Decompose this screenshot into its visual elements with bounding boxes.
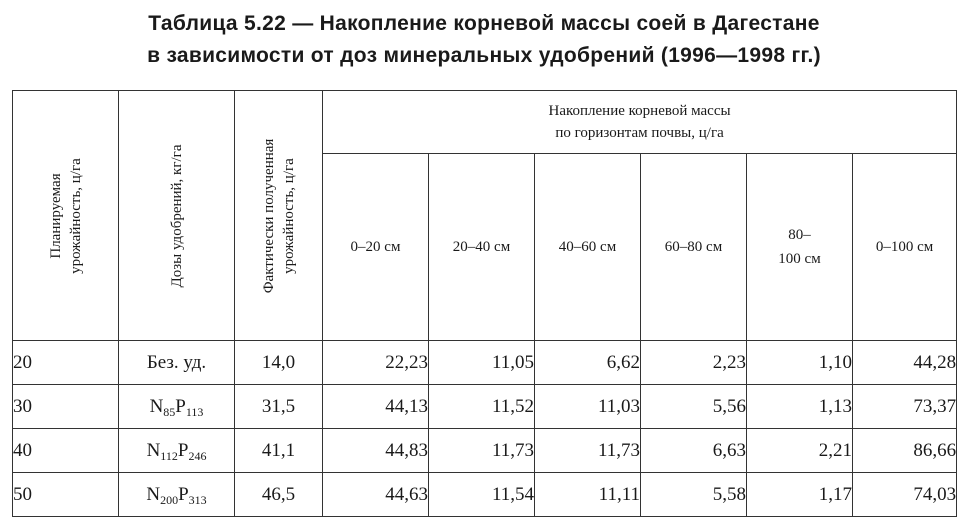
dose-amount: 200 (160, 492, 179, 507)
header-row-1 (13, 91, 957, 154)
header-planned-yield-line-1: Планируемая (47, 172, 64, 259)
header-horizon-3-line-0: 60–80 см (664, 239, 723, 255)
cell-horizon-1: 11,05 (429, 341, 535, 385)
header-fertilizer-dose-line-1: Дозы удобрений, кг/га (168, 144, 185, 287)
table-body (13, 341, 957, 517)
header-actual-yield-line-2: урожайность, ц/га (280, 157, 297, 274)
cell-horizon-1: 11,73 (429, 429, 535, 473)
cell-horizon-4: 1,13 (747, 385, 853, 429)
dose-amount: 113 (185, 404, 204, 419)
cell-horizon-2: 11,03 (535, 385, 641, 429)
dose-element: P (177, 439, 189, 461)
header-horizon-5 (853, 154, 957, 341)
dose-amount: 246 (188, 448, 207, 463)
cell-horizon-5: 73,37 (853, 385, 957, 429)
header-fertilizer-dose (119, 91, 235, 341)
header-actual-yield (235, 91, 323, 341)
dose-amount: 85 (163, 404, 176, 419)
cell-fertilizer-dose (119, 429, 235, 473)
cell-horizon-0: 22,23 (323, 341, 429, 385)
header-horizon-5-line-0: 0–100 см (875, 239, 934, 255)
header-horizon-3 (641, 154, 747, 341)
title-line-1: Таблица 5.22 — Накопление корневой массы соей в Дагестане (148, 12, 820, 35)
table-title (0, 8, 968, 72)
header-horizon-2-line-0: 40–60 см (558, 239, 617, 255)
cell-actual-yield: 46,5 (235, 473, 323, 517)
cell-horizon-0: 44,63 (323, 473, 429, 517)
cell-horizon-1: 11,54 (429, 473, 535, 517)
cell-horizon-3: 5,58 (641, 473, 747, 517)
cell-horizon-0: 44,13 (323, 385, 429, 429)
cell-horizon-5: 86,66 (853, 429, 957, 473)
header-horizon-1 (429, 154, 535, 341)
dose-element: N (149, 395, 164, 417)
cell-planned-yield: 30 (13, 385, 119, 429)
dose-element: P (178, 483, 189, 505)
cell-planned-yield: 50 (13, 473, 119, 517)
cell-horizon-4: 2,21 (747, 429, 853, 473)
cell-planned-yield: 20 (13, 341, 119, 385)
dose-element: N (146, 483, 161, 505)
header-horizon-4-line-0: 80– (788, 227, 811, 243)
cell-horizon-5: 74,03 (853, 473, 957, 517)
cell-horizon-5: 44,28 (853, 341, 957, 385)
cell-fertilizer-dose: Без. уд. (119, 341, 235, 385)
cell-horizon-4: 1,17 (747, 473, 853, 517)
cell-horizon-1: 11,52 (429, 385, 535, 429)
cell-actual-yield: 31,5 (235, 385, 323, 429)
cell-horizon-2: 11,11 (535, 473, 641, 517)
table-row (13, 341, 957, 385)
cell-horizon-3: 2,23 (641, 341, 747, 385)
header-horizon-1-line-0: 20–40 см (452, 239, 511, 255)
header-horizon-2 (535, 154, 641, 341)
header-planned-yield (13, 91, 119, 341)
header-actual-yield-line-1: Фактически полученная (260, 138, 277, 293)
dose-element: P (175, 395, 186, 417)
dose-element: N (146, 439, 161, 461)
cell-actual-yield: 14,0 (235, 341, 323, 385)
cell-actual-yield: 41,1 (235, 429, 323, 473)
root-mass-table (12, 90, 957, 517)
cell-horizon-4: 1,10 (747, 341, 853, 385)
cell-planned-yield: 40 (13, 429, 119, 473)
dose-amount: 313 (188, 492, 207, 507)
cell-fertilizer-dose (119, 473, 235, 517)
cell-horizon-0: 44,83 (323, 429, 429, 473)
title-line-2: в зависимости от доз минеральных удобрений (1996—1998 гг.) (147, 44, 821, 67)
cell-horizon-2: 6,62 (535, 341, 641, 385)
cell-horizon-3: 6,63 (641, 429, 747, 473)
table-row (13, 473, 957, 517)
header-group-line-1: Накопление корневой массы (548, 103, 731, 119)
table-row (13, 429, 957, 473)
header-group-line-2: по горизонтам почвы, ц/га (555, 125, 724, 141)
cell-fertilizer-dose (119, 385, 235, 429)
header-planned-yield-line-2: урожайность, ц/га (67, 157, 84, 274)
header-root-mass-group (323, 91, 957, 154)
table-row (13, 385, 957, 429)
header-horizon-4-line-1: 100 см (778, 251, 821, 267)
header-horizon-4 (747, 154, 853, 341)
cell-horizon-2: 11,73 (535, 429, 641, 473)
dose-amount: 112 (160, 448, 178, 463)
header-horizon-0 (323, 154, 429, 341)
cell-horizon-3: 5,56 (641, 385, 747, 429)
header-horizon-0-line-0: 0–20 см (350, 239, 401, 255)
